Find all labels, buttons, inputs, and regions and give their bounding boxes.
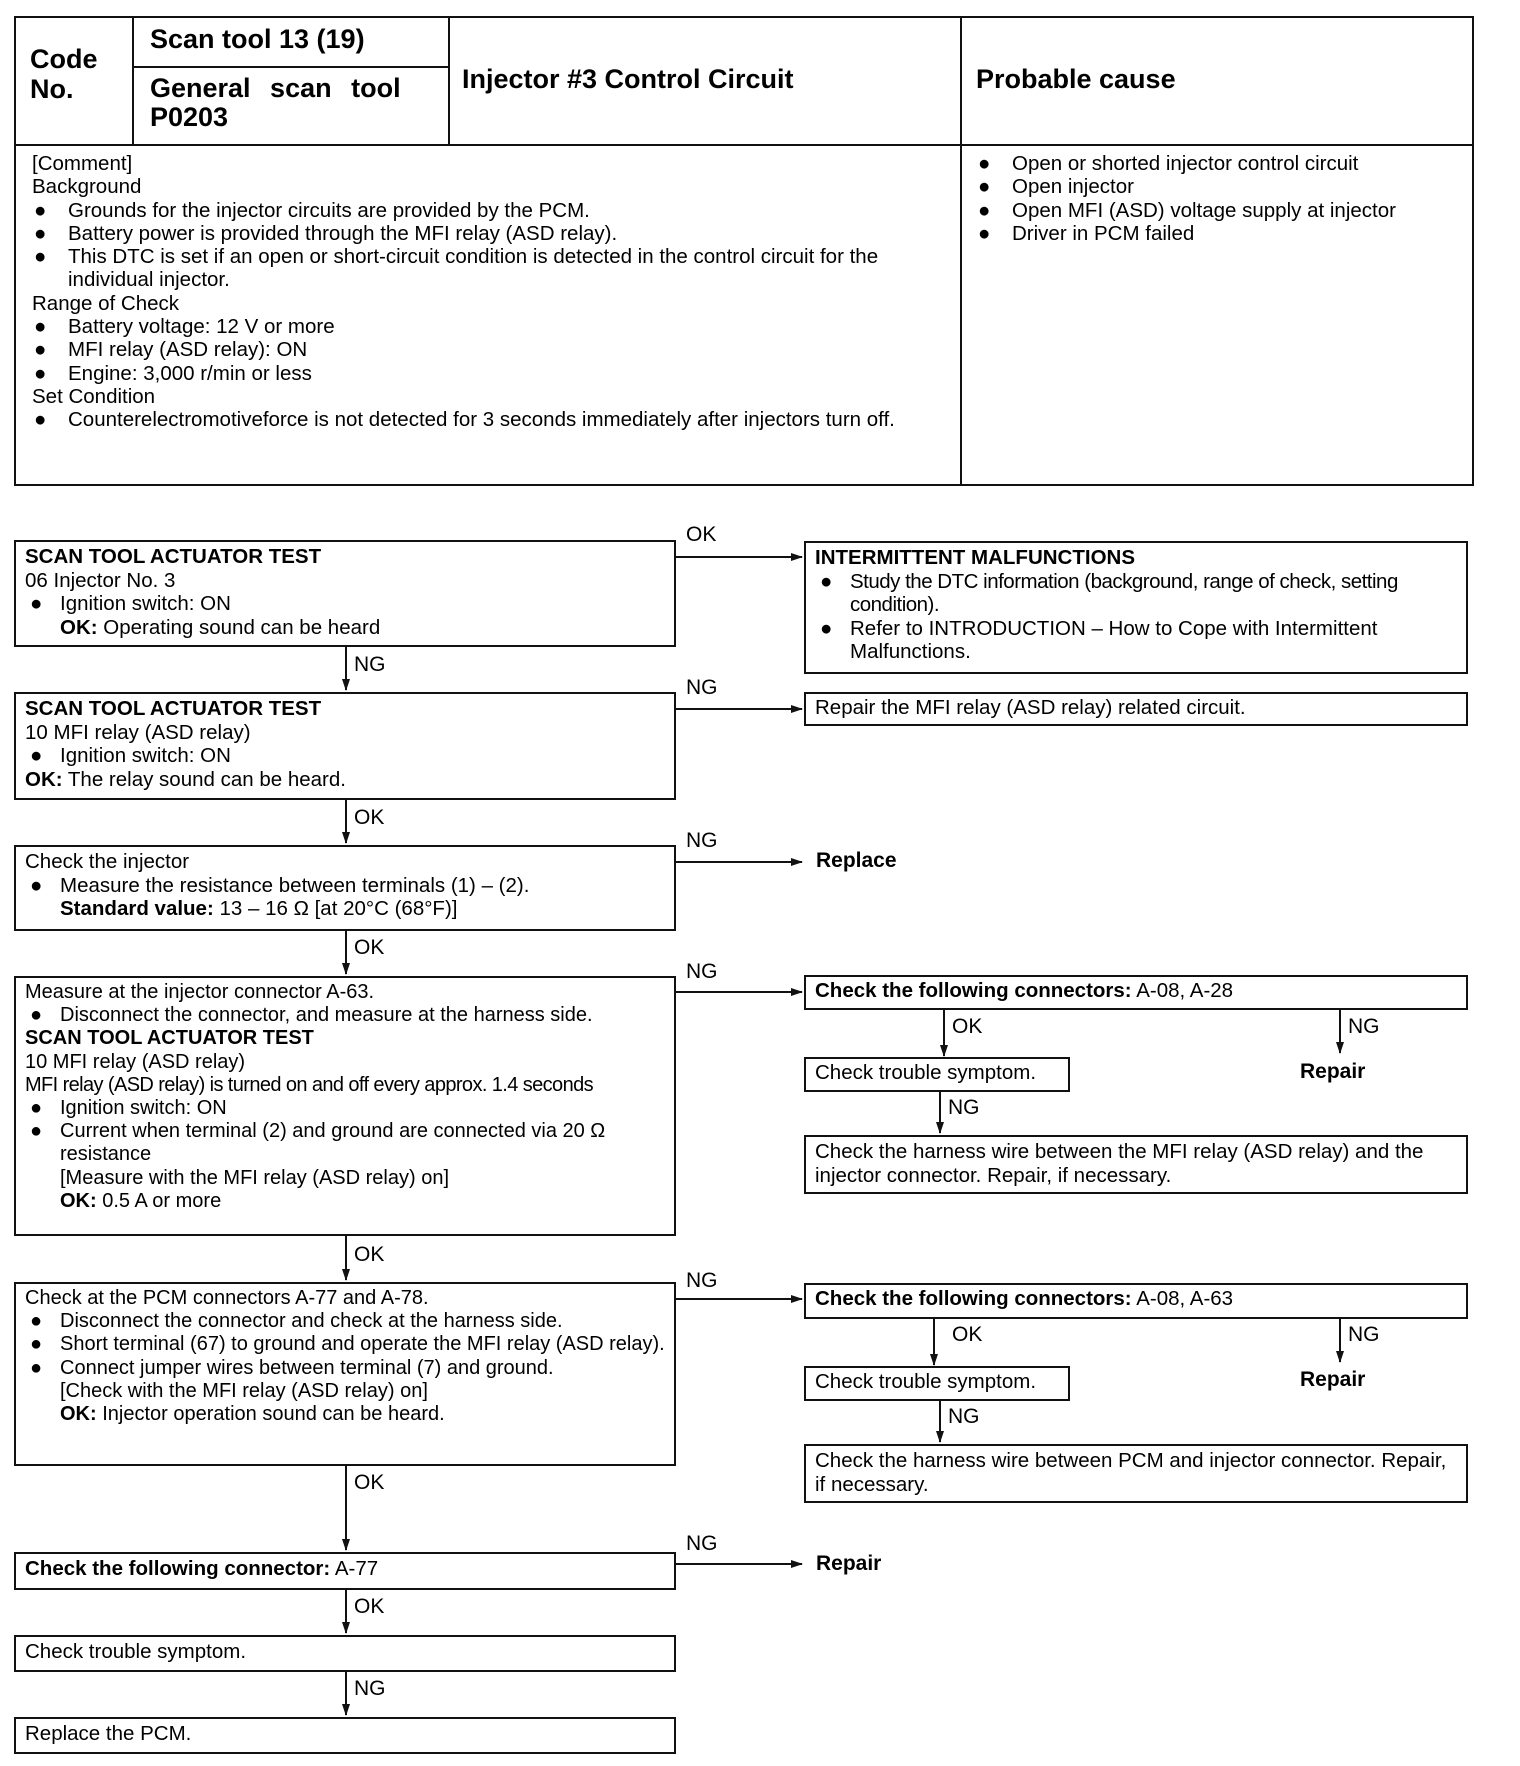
step3-check-injector: Check the injector ● Measure the resistance between terminals (1) – (2). Standard value: 13 – 16 Ω [at 20°C (68°F)]	[14, 845, 676, 931]
step5-check-pcm-connectors: Check at the PCM connectors A-77 and A-78. ● Disconnect the connector and check at the harness side. ● Short terminal (67) to ground and operate the MFI relay (ASD relay). ● Connect jumper wires between terminal (7) and ground. [Check with the MFI relay (ASD relay) on] OK: Injector operation sound can be heard.	[14, 1282, 676, 1466]
step2-actuator-test-relay: SCAN TOOL ACTUATOR TEST 10 MFI relay (ASD relay) ● Ignition switch: ON OK: The relay sound can be heard.	[14, 692, 676, 800]
check-connectors-a08-a28: Check the following connectors: A-08, A-28	[804, 975, 1468, 1010]
scan-tool-code: Scan tool 13 (19)	[150, 24, 365, 54]
background-item: ● Grounds for the injector circuits are provided by the PCM.	[34, 198, 590, 222]
probable-cause-item: ● Open or shorted injector control circuit	[978, 152, 1359, 175]
background-heading: Background	[32, 175, 142, 199]
label-ng: NG	[686, 676, 718, 699]
label-ng: NG	[948, 1096, 980, 1119]
dtc-title: Injector #3 Control Circuit	[462, 64, 794, 94]
label-ok: OK	[354, 1595, 385, 1618]
background-item: ● Battery power is provided through the MFI relay (ASD relay).	[34, 221, 618, 245]
label-ng: NG	[686, 829, 718, 852]
probable-cause-item: ● Driver in PCM failed	[978, 221, 1195, 245]
intermittent-malfunctions-box: INTERMITTENT MALFUNCTIONS ● Study the DTC information (background, range of check, setting condition). ● Refer to INTRODUCTION – How to Cope with Intermittent Malfunctions.	[804, 541, 1468, 674]
general-scan-tool-code: General scan tool P0203	[150, 73, 401, 132]
step1-actuator-test-injector: SCAN TOOL ACTUATOR TEST 06 Injector No. 3 ● Ignition switch: ON OK: Operating sound can be heard	[14, 540, 676, 647]
repair-text-final: Repair	[816, 1552, 882, 1575]
label-ok: OK	[354, 936, 385, 959]
probable-cause-item: ● Open MFI (ASD) voltage supply at injector	[978, 198, 1396, 222]
code-no-label: Code No.	[30, 44, 98, 104]
set-condition-heading: Set Condition	[32, 384, 156, 408]
probable-cause-heading: Probable cause	[976, 64, 1176, 94]
repair-text-b: Repair	[1300, 1368, 1366, 1391]
check-trouble-symptom-a: Check trouble symptom.	[804, 1057, 1070, 1092]
label-ng: NG	[354, 1677, 386, 1700]
label-ng: NG	[686, 1532, 718, 1555]
comment-tag: [Comment]	[32, 152, 133, 175]
check-trouble-symptom-b: Check trouble symptom.	[804, 1366, 1070, 1401]
check-connectors-a08-a63: Check the following connectors: A-08, A-63	[804, 1283, 1468, 1319]
label-ok: OK	[354, 1243, 385, 1266]
label-ok: OK	[686, 523, 717, 546]
label-ok: OK	[952, 1015, 983, 1038]
repair-mfi-relay-box: Repair the MFI relay (ASD relay) related circuit.	[804, 692, 1468, 726]
replace-injector-text: Replace	[816, 849, 897, 872]
label-ok: OK	[952, 1323, 983, 1346]
set-condition-item: ● Counterelectromotiveforce is not detected for 3 seconds immediately after injectors turn off.	[34, 408, 895, 432]
step6-check-connector-a77: Check the following connector: A-77	[14, 1552, 676, 1590]
range-item: ● Battery voltage: 12 V or more	[34, 315, 335, 339]
probable-cause-item: ● Open injector	[978, 175, 1134, 199]
range-item: ● Engine: 3,000 r/min or less	[34, 361, 312, 385]
check-harness-relay-injector: Check the harness wire between the MFI relay (ASD relay) and the injector connector. Repair, if necessary.	[804, 1135, 1468, 1194]
repair-text-a: Repair	[1300, 1060, 1366, 1083]
step8-replace-pcm: Replace the PCM.	[14, 1717, 676, 1754]
step4-measure-injector-connector: Measure at the injector connector A-63. ● Disconnect the connector, and measure at the harness side. SCAN TOOL ACTUATOR TEST 10 MFI relay (ASD relay) MFI relay (ASD relay) is turned on and off every approx. 1.4 seconds ● Ignition switch: ON ● Current when terminal (2) and ground are connected via 20 Ω resistance [Measure with the MFI relay (ASD relay) on] OK: 0.5 A or more	[14, 976, 676, 1236]
label-ok: OK	[354, 806, 385, 829]
label-ng: NG	[1348, 1015, 1380, 1038]
label-ng: NG	[1348, 1323, 1380, 1346]
range-heading: Range of Check	[32, 291, 180, 315]
step7-check-trouble-symptom: Check trouble symptom.	[14, 1635, 676, 1672]
background-item: ● This DTC is set if an open or short-circuit condition is detected in the control circuit for the individual injector.	[34, 245, 879, 292]
label-ng: NG	[948, 1405, 980, 1428]
label-ng: NG	[686, 960, 718, 983]
label-ng: NG	[686, 1269, 718, 1292]
label-ng: NG	[354, 653, 386, 676]
label-ok: OK	[354, 1471, 385, 1494]
check-harness-pcm-injector: Check the harness wire between PCM and injector connector. Repair, if necessary.	[804, 1444, 1468, 1503]
range-item: ● MFI relay (ASD relay): ON	[34, 338, 308, 362]
